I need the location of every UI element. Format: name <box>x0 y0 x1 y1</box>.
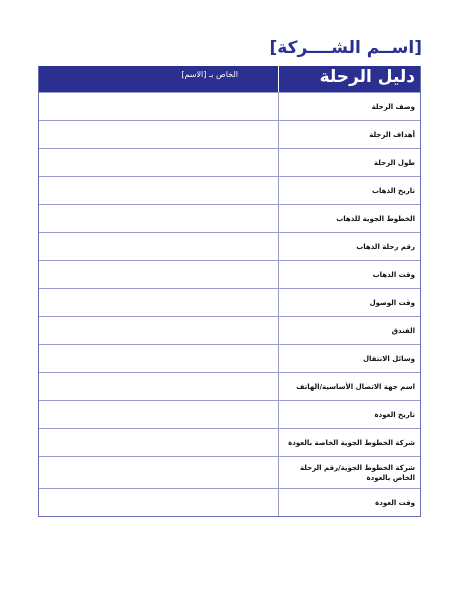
table-row <box>39 400 420 428</box>
row-label: وقت الذهاب <box>372 270 415 279</box>
value-cell[interactable] <box>39 205 279 232</box>
value-cell[interactable] <box>39 429 279 456</box>
row-label: وسائل الانتقال <box>362 354 415 363</box>
value-cell[interactable] <box>39 149 279 176</box>
table-row <box>39 288 420 316</box>
table-row <box>39 92 420 120</box>
value-cell[interactable] <box>39 177 279 204</box>
table-row <box>39 372 420 400</box>
company-name: [اســم الشــــركة] <box>269 38 422 58</box>
table-header <box>39 66 420 92</box>
value-cell[interactable] <box>39 261 279 288</box>
header-value-cell <box>39 66 279 92</box>
row-label: وصف الرحلة <box>371 102 415 111</box>
row-label: وقت العودة <box>375 498 415 507</box>
travel-itinerary-table <box>38 66 421 517</box>
table-row <box>39 260 420 288</box>
value-cell[interactable] <box>39 401 279 428</box>
table-row <box>39 232 420 260</box>
row-label: شركة الخطوط الجوية الخاصة بالعودة <box>288 438 415 447</box>
header-title-cell <box>279 66 420 92</box>
row-label: تاريخ الذهاب <box>372 186 415 195</box>
row-label: رقم رحلة الذهاب <box>356 242 415 251</box>
table-row <box>39 120 420 148</box>
table-row <box>39 148 420 176</box>
row-label: الخطوط الجوية للذهاب <box>336 214 415 223</box>
row-label: شركة الخطوط الجوية/رقم الرحلة الخاص بالعودة <box>300 463 415 482</box>
table-row <box>39 176 420 204</box>
row-label: أهداف الرحلة <box>369 130 415 139</box>
value-cell[interactable] <box>39 289 279 316</box>
table-row <box>39 344 420 372</box>
assignee-label: الخاص بـ [الاسم] <box>181 70 238 79</box>
value-cell[interactable] <box>39 345 279 372</box>
table-row <box>39 204 420 232</box>
itinerary-title: دليل الرحلة <box>319 67 415 87</box>
row-label: وقت الوصول <box>369 298 415 307</box>
value-cell[interactable] <box>39 373 279 400</box>
value-cell[interactable] <box>39 489 279 516</box>
row-label: الفندق <box>391 326 415 335</box>
value-cell[interactable] <box>39 457 279 488</box>
row-label: تاريخ العودة <box>374 410 415 419</box>
table-row <box>39 316 420 344</box>
value-cell[interactable] <box>39 93 279 120</box>
table-row <box>39 456 420 488</box>
table-row <box>39 488 420 516</box>
value-cell[interactable] <box>39 317 279 344</box>
table-row <box>39 428 420 456</box>
value-cell[interactable] <box>39 233 279 260</box>
row-label: اسم جهة الاتصال الأساسية/الهاتف <box>296 382 415 391</box>
row-label: طول الرحلة <box>373 158 415 167</box>
value-cell[interactable] <box>39 121 279 148</box>
